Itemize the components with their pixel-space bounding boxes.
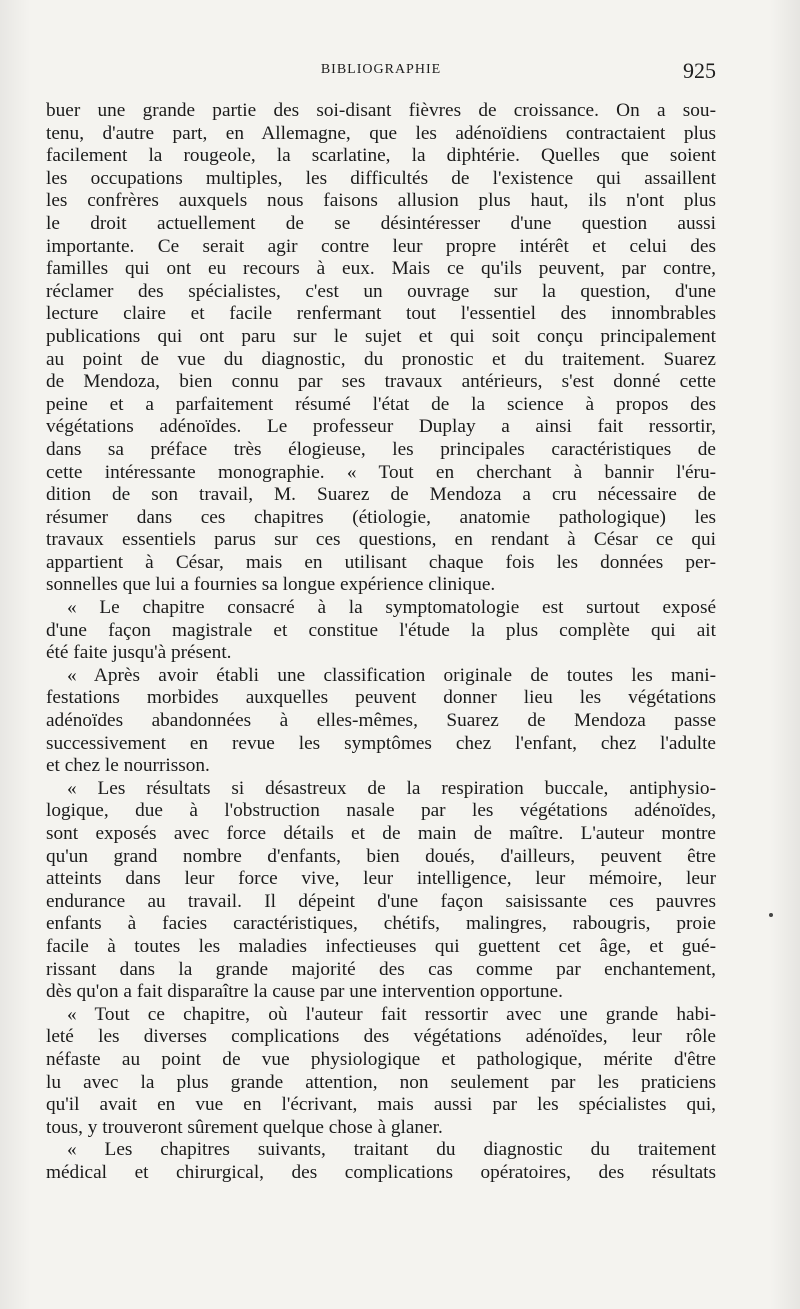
text-line: sonnelles que lui a fournies sa longue expérience clinique. — [46, 574, 496, 596]
text-line: médical et chirurgical, des complications opératoires, des résultats — [46, 1161, 716, 1183]
text-line: néfaste au point de vue physiologique et pathologique, mérite d'être — [46, 1048, 716, 1070]
text-line: « Tout ce chapitre, où l'auteur fait ressortir avec une grande habi- — [67, 1003, 716, 1025]
text-line: leté les diverses complications des végétations adénoïdes, leur rôle — [46, 1026, 716, 1048]
paragraph — [46, 665, 716, 778]
paragraph — [46, 778, 716, 1004]
paragraph — [46, 100, 716, 597]
text-line: été faite jusqu'à présent. — [46, 642, 232, 664]
text-line: de Mendoza, bien connu par ses travaux antérieurs, s'est donné cette — [46, 371, 716, 393]
text-line: et chez le nourrisson. — [46, 755, 210, 777]
text-line: logique, due à l'obstruction nasale par les végétations adénoïdes, — [46, 800, 716, 822]
text-line: facilement la rougeole, la scarlatine, la diphtérie. Quelles que soient — [46, 145, 716, 167]
text-line: « Les chapitres suivants, traitant du diagnostic du traitement — [67, 1139, 716, 1161]
text-line: « Les résultats si désastreux de la respiration buccale, antiphysio- — [67, 777, 716, 799]
text-line: enfants à facies caractéristiques, chétifs, malingres, rabougris, proie — [46, 913, 716, 935]
text-line: réclamer des spécialistes, c'est un ouvrage sur la question, d'une — [46, 280, 716, 302]
text-line: cette intéressante monographie. « Tout en cherchant à bannir l'éru- — [46, 461, 716, 483]
running-title: BIBLIOGRAPHIE — [320, 62, 442, 77]
text-line: importante. Ce serait agir contre leur propre intérêt et celui des — [46, 235, 716, 257]
text-line: appartient à César, mais en utilisant chaque fois les données per- — [46, 551, 716, 573]
text-line: publications qui ont paru sur le sujet et qui soit conçu principalement — [46, 325, 716, 347]
paragraph — [46, 597, 716, 665]
text-line: lu avec la plus grande attention, non seulement par les praticiens — [46, 1071, 716, 1093]
body-text — [46, 100, 716, 1185]
margin-dot — [769, 913, 773, 917]
text-line: festations morbides auxquelles peuvent donner lieu les végétations — [46, 687, 716, 709]
text-line: dition de son travail, M. Suarez de Mendoza a cru nécessaire de — [46, 484, 716, 506]
text-line: tenu, d'autre part, en Allemagne, que les adénoïdiens contractaient plus — [46, 122, 716, 144]
text-line: « Le chapitre consacré à la symptomatologie est surtout exposé — [67, 597, 716, 619]
text-line: le droit actuellement de se désintéresser d'une question aussi — [46, 212, 716, 234]
text-line: travaux essentiels parus sur ces questions, en rendant à César ce qui — [46, 529, 716, 551]
text-line: qu'il avait en vue en l'écrivant, mais aussi par les spécialistes qui, — [46, 1094, 716, 1116]
text-line: buer une grande partie des soi-disant fièvres de croissance. On a sou- — [46, 100, 716, 121]
text-line: résumer dans ces chapitres (étiologie, anatomie pathologique) les — [46, 506, 716, 528]
text-line: familles qui ont eu recours à eux. Mais ce qu'ils peuvent, par contre, — [46, 258, 716, 280]
page-number: 925 — [683, 58, 716, 83]
text-line: rissant dans la grande majorité des cas comme par enchantement, — [46, 958, 716, 980]
text-line: végétations adénoïdes. Le professeur Duplay a ainsi fait ressortir, — [46, 416, 716, 438]
text-line: dans sa préface très élogieuse, les principales caractéristiques de — [46, 438, 716, 460]
text-line: atteints dans leur force vive, leur intelligence, leur mémoire, leur — [46, 868, 716, 890]
text-line: peine et a parfaitement résumé l'état de la science à propos des — [46, 393, 716, 415]
paragraph — [46, 1004, 716, 1140]
text-line: d'une façon magistrale et constitue l'étude la plus complète qui ait — [46, 619, 716, 641]
text-line: adénoïdes abandonnées à elles-mêmes, Suarez de Mendoza passe — [46, 710, 716, 732]
paragraph — [46, 1139, 716, 1184]
text-line: les occupations multiples, les difficultés de l'existence qui assaillent — [46, 167, 716, 189]
text-line: dès qu'on a fait disparaître la cause par une intervention opportune. — [46, 981, 563, 1003]
text-line: les confrères auxquels nous faisons allusion plus haut, ils n'ont plus — [46, 190, 716, 212]
text-line: « Après avoir établi une classification originale de toutes les mani- — [67, 664, 716, 686]
text-line: qu'un grand nombre d'enfants, bien doués, d'ailleurs, peuvent être — [46, 845, 716, 867]
text-line: facile à toutes les maladies infectieuses qui guettent cet âge, et gué- — [46, 935, 716, 957]
text-line: sont exposés avec force détails et de main de maître. L'auteur montre — [46, 823, 716, 844]
text-line: lecture claire et facile renfermant tout l'essentiel des innombrables — [46, 303, 716, 325]
text-line: tous, y trouveront sûrement quelque chose à glaner. — [46, 1116, 443, 1138]
text-line: endurance au travail. Il dépeint d'une façon saisissante ces pauvres — [46, 890, 716, 912]
page-header — [46, 58, 716, 92]
text-line: successivement en revue les symptômes chez l'enfant, chez l'adulte — [46, 732, 716, 754]
text-line: au point de vue du diagnostic, du pronostic et du traitement. Suarez — [46, 348, 716, 370]
